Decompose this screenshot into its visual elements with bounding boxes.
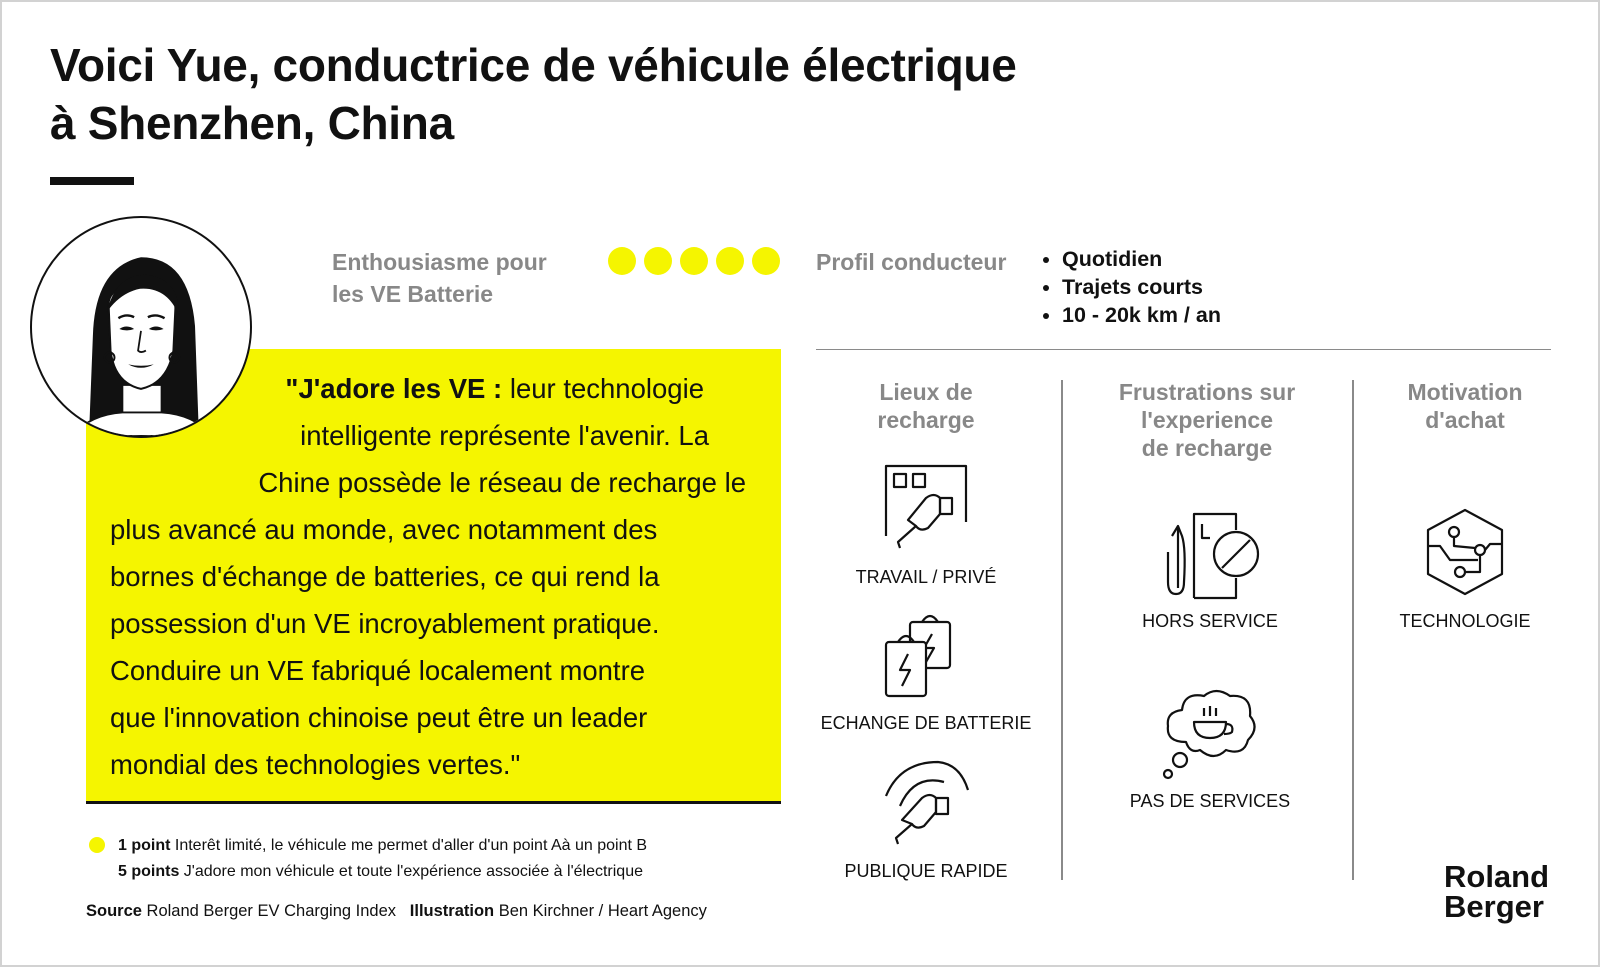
rating-dot — [644, 247, 672, 275]
motivation-title — [1380, 378, 1550, 434]
profile-item: • 10 - 20k km / an — [1062, 301, 1221, 329]
column-divider — [1061, 380, 1063, 880]
charging-locations-title — [856, 378, 996, 434]
no-services-coffee-cloud-icon — [1160, 688, 1260, 780]
enthusiasm-label-line-1: Enthousiasme pour — [332, 249, 547, 275]
profile-item: • Quotidien — [1062, 245, 1221, 273]
legend-5-points-label: 5 points — [118, 863, 180, 880]
quote-line-2: intelligente représente l'avenir. La — [300, 420, 709, 451]
rating-dot — [680, 247, 708, 275]
motivation-item-label: TECHNOLOGIE — [1399, 611, 1531, 631]
legend-1-point-text: Interêt limité, le véhicule me permet d'aller d'un point Aà un point B — [170, 837, 648, 854]
frustrations-title — [1100, 378, 1314, 462]
quote-line-1-rest: leur technologie — [502, 373, 704, 404]
legend-1-point — [118, 835, 647, 857]
quote-line-3: Chine possède le réseau de recharge le — [258, 467, 746, 498]
rating-dot — [716, 247, 744, 275]
legend-5-points-text: J'adore mon véhicule et toute l'expérience associée à l'électrique — [179, 863, 643, 880]
quote-line-5: bornes d'échange de batteries, ce qui rend la — [110, 561, 660, 592]
avatar — [30, 216, 252, 438]
profile-item: • Trajets courts — [1062, 273, 1221, 301]
charging-item-label: PUBLIQUE RAPIDE — [844, 861, 1008, 881]
title-line-1: Voici Yue, conductrice de véhicule électrique — [50, 39, 1017, 91]
out-of-service-charger-icon — [1156, 508, 1260, 600]
rating-dot — [608, 247, 636, 275]
illustration-label: Illustration — [409, 902, 495, 920]
page-title — [50, 36, 1017, 152]
charging-item-label: TRAVAIL / PRIVÉ — [855, 567, 997, 587]
title-underline — [50, 177, 134, 185]
charging-title-line-2: recharge — [877, 407, 975, 433]
fast-charger-icon — [880, 758, 972, 850]
enthusiasm-label-line-2: les VE Batterie — [332, 281, 494, 307]
frustration-item-label: PAS DE SERVICES — [1129, 791, 1291, 811]
charging-station-icon — [880, 462, 972, 554]
source-label: Source — [86, 902, 142, 920]
quote-line-8: que l'innovation chinoise peut être un leader — [110, 702, 648, 733]
legend-dot — [89, 837, 105, 853]
motivation-title-line-2: d'achat — [1425, 407, 1505, 433]
section-divider — [816, 349, 1551, 350]
legend-5-points — [118, 861, 643, 883]
column-divider — [1352, 380, 1354, 880]
frustrations-title-line-1: Frustrations sur — [1118, 379, 1296, 405]
frustrations-title-line-2: l'experience — [1140, 407, 1274, 433]
battery-swap-icon — [880, 610, 972, 702]
frustrations-title-line-3: de recharge — [1141, 435, 1273, 461]
portrait-illustration — [32, 218, 250, 436]
source-text: Roland Berger EV Charging Index — [141, 902, 397, 920]
charging-title-line-1: Lieux de — [879, 379, 973, 405]
logo-line-1: Roland — [1444, 859, 1550, 894]
illustration-text: Ben Kirchner / Heart Agency — [494, 902, 707, 920]
source-line — [86, 900, 707, 922]
enthusiasm-rating — [608, 247, 780, 275]
profile-label: Profil conducteur — [816, 249, 1007, 275]
title-line-2: à Shenzhen, China — [50, 97, 454, 149]
enthusiasm-label — [332, 246, 547, 310]
quote-emphasis: "J'adore les VE : — [285, 373, 503, 404]
quote-line-9: mondial des technologies vertes." — [110, 749, 521, 780]
quote-line-6: possession d'un VE incroyablement pratique. — [110, 608, 660, 639]
charging-item-label: ECHANGE DE BATTERIE — [820, 713, 1032, 733]
profile-list — [1040, 245, 1221, 329]
motivation-title-line-1: Motivation — [1407, 379, 1523, 405]
rating-dot — [752, 247, 780, 275]
quote-line-4: plus avancé au monde, avec notamment des — [110, 514, 658, 545]
legend-1-point-label: 1 point — [118, 837, 171, 854]
quote-line-7: Conduire un VE fabriqué localement montre — [110, 655, 646, 686]
quote-text — [86, 365, 766, 788]
technology-circuit-icon — [1420, 506, 1510, 598]
logo-line-2: Berger — [1444, 889, 1544, 924]
roland-berger-logo — [1444, 859, 1550, 924]
frustration-item-label: HORS SERVICE — [1142, 611, 1278, 631]
